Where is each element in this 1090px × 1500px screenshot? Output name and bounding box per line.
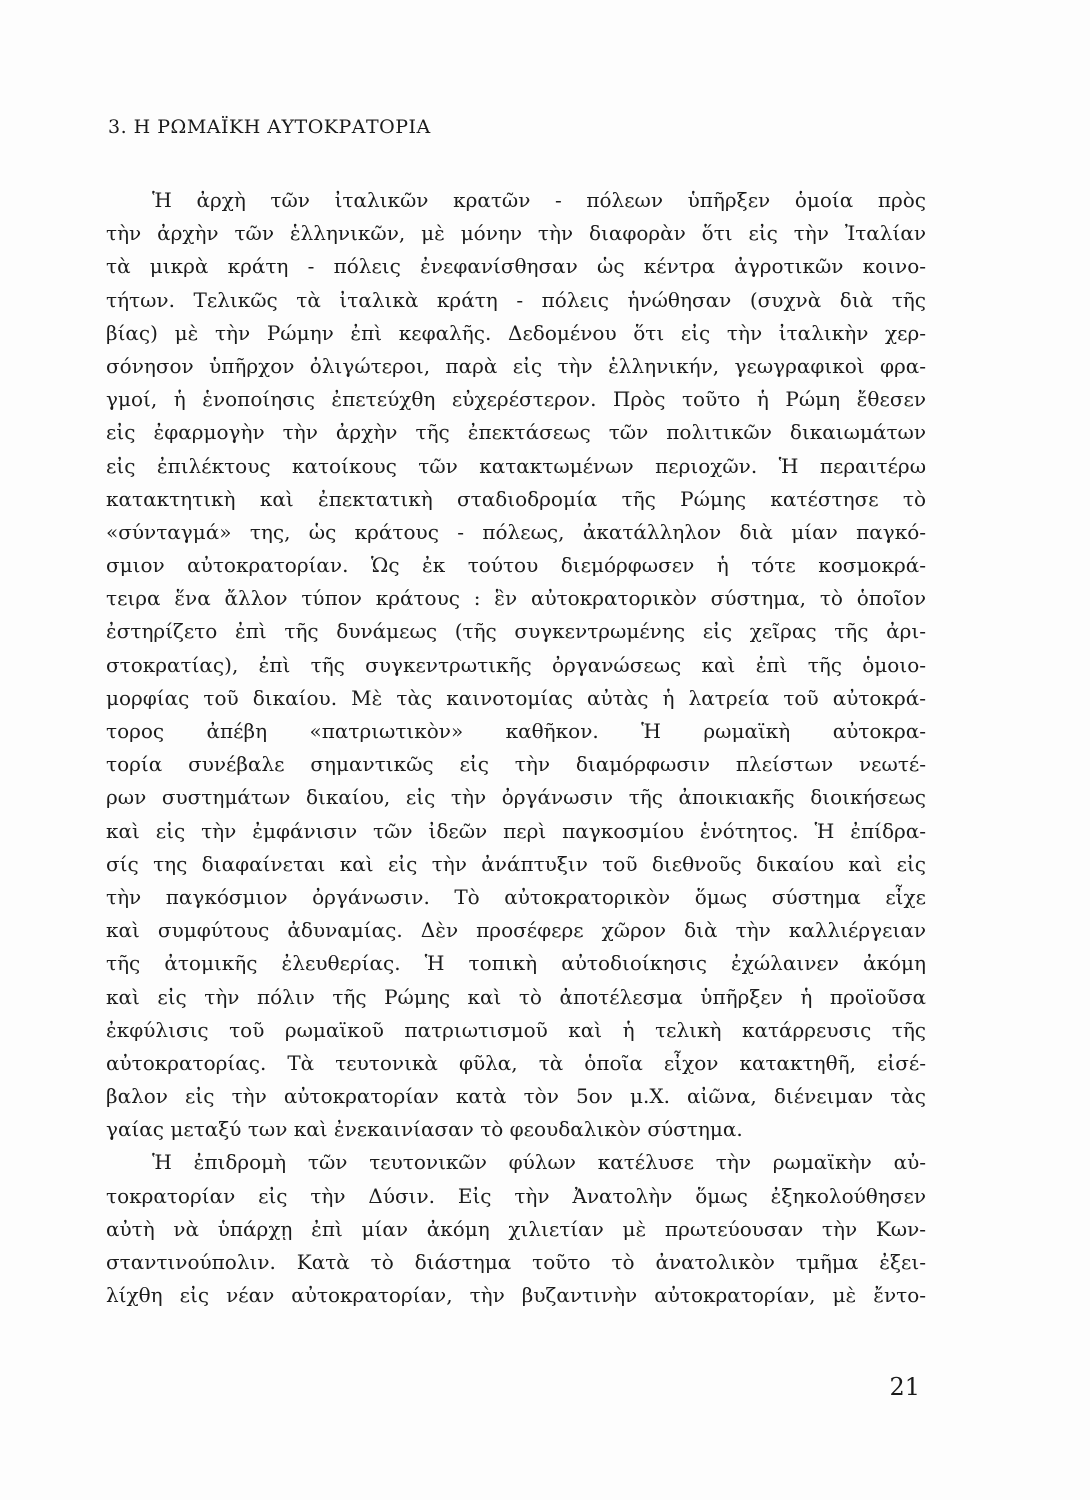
text-line: βαλον εἰς τὴν αὐτοκρατορίαν κατὰ τὸν 5ον μ.Χ. αἰῶνα, διένειμαν τὰς (106, 1084, 926, 1109)
text-line: «σύνταγμά» της, ὡς κράτους - πόλεως, ἀκατάλληλον διὰ μίαν παγκό- (106, 519, 926, 544)
text-line: αὐτὴ νὰ ὑπάρχῃ ἐπὶ μίαν ἀκόμη χιλιετίαν μὲ πρωτεύουσαν τὴν Κων- (106, 1216, 926, 1241)
text-line: μορφίας τοῦ δικαίου. Μὲ τὰς καινοτομίας αὐτὰς ἡ λατρεία τοῦ αὐτοκρά- (106, 685, 926, 710)
text-line: τειρα ἕνα ἄλλον τύπον κράτους : ἓν αὐτοκρατορικὸν σύστημα, τὸ ὁποῖον (106, 586, 926, 611)
text-line: Ἡ ἀρχὴ τῶν ἰταλικῶν κρατῶν - πόλεων ὑπῆρξεν ὁμοία πρὸς (152, 188, 926, 212)
body-text (106, 184, 926, 1312)
text-line: καὶ συμφύτους ἀδυναμίας. Δὲν προσέφερε χῶρον διὰ τὴν καλλιέργειαν (106, 918, 926, 943)
text-line: κατακτητικὴ καὶ ἐπεκτατικὴ σταδιοδρομία τῆς Ρώμης κατέστησε τὸ (106, 486, 926, 511)
text-line: σόνησον ὑπῆρχον ὀλιγώτεροι, παρὰ εἰς τὴν ἑλληνικήν, γεωγραφικοὶ φρα- (106, 353, 926, 378)
text-line: εἰς ἐφαρμογὴν τὴν ἀρχὴν τῆς ἐπεκτάσεως τῶν πολιτικῶν δικαιωμάτων (106, 420, 926, 445)
text-line: ἐκφύλισις τοῦ ρωμαϊκοῦ πατριωτισμοῦ καὶ ἡ τελικὴ κατάρρευσις τῆς (106, 1017, 926, 1042)
text-line: βίας) μὲ τὴν Ρώμην ἐπὶ κεφαλῆς. Δεδομένου ὅτι εἰς τὴν ἰταλικὴν χερ- (106, 320, 926, 345)
text-line: τὴν παγκόσμιον ὀργάνωσιν. Τὸ αὐτοκρατορικὸν ὅμως σύστημα εἶχε (106, 884, 926, 909)
text-line: καὶ εἰς τὴν ἐμφάνισιν τῶν ἰδεῶν περὶ παγκοσμίου ἑνότητος. Ἡ ἐπίδρα- (106, 818, 926, 843)
text-line: γαίας μεταξύ των καὶ ἐνεκαινίασαν τὸ φεουδαλικὸν σύστημα. (106, 1117, 743, 1142)
text-line: γμοί, ἡ ἑνοποίησις ἐπετεύχθη εὐχερέστερον. Πρὸς τοῦτο ἡ Ρώμη ἔθεσεν (106, 387, 926, 412)
text-line: στοκρατίας), ἐπὶ τῆς συγκεντρωτικῆς ὀργανώσεως καὶ ἐπὶ τῆς ὁμοιο- (106, 652, 926, 677)
text-line: τῆς ἀτομικῆς ἐλευθερίας. Ἡ τοπικὴ αὐτοδιοίκησις ἐχώλαινεν ἀκόμη (106, 951, 926, 976)
text-line: τὴν ἀρχὴν τῶν ἑλληνικῶν, μὲ μόνην τὴν διαφορὰν ὅτι εἰς τὴν Ἰταλίαν (106, 221, 926, 246)
section-heading: 3. Η ΡΩΜΑΪΚΗ ΑΥΤΟΚΡΑΤΟΡΙΑ (108, 116, 431, 138)
text-line: καὶ εἰς τὴν πόλιν τῆς Ρώμης καὶ τὸ ἀποτέλεσμα ὑπῆρξεν ἡ προϊοῦσα (106, 984, 926, 1009)
text-line: λίχθη εἰς νέαν αὐτοκρατορίαν, τὴν βυζαντινὴν αὐτοκρατορίαν, μὲ ἔντο- (106, 1283, 926, 1308)
text-line: τοκρατορίαν εἰς τὴν Δύσιν. Εἰς τὴν Ἀνατολὴν ὅμως ἐξηκολούθησεν (106, 1183, 926, 1208)
text-line: ρων συστημάτων δικαίου, εἰς τὴν ὀργάνωσιν τῆς ἀποικιακῆς διοικήσεως (106, 785, 926, 810)
text-line: Ἡ ἐπιδρομὴ τῶν τευτονικῶν φύλων κατέλυσε τὴν ρωμαϊκὴν αὐ- (152, 1150, 926, 1175)
text-line: εἰς ἐπιλέκτους κατοίκους τῶν κατακτωμένων περιοχῶν. Ἡ περαιτέρω (106, 453, 926, 478)
text-line: σίς της διαφαίνεται καὶ εἰς τὴν ἀνάπτυξιν τοῦ διεθνοῦς δικαίου καὶ εἰς (106, 851, 926, 876)
text-line: τορία συνέβαλε σημαντικῶς εἰς τὴν διαμόρφωσιν πλείστων νεωτέ- (106, 752, 926, 777)
text-line: τορος ἀπέβη «πατριωτικὸν» καθῆκον. Ἡ ρωμαϊκὴ αὐτοκρα- (106, 719, 926, 743)
text-line: σμιον αὐτοκρατορίαν. Ὡς ἐκ τούτου διεμόρφωσεν ἡ τότε κοσμοκρά- (106, 553, 926, 578)
text-line: αὐτοκρατορίας. Τὰ τευτονικὰ φῦλα, τὰ ὁποῖα εἶχον κατακτηθῆ, εἰσέ- (106, 1050, 926, 1075)
text-line: τὰ μικρὰ κράτη - πόλεις ἐνεφανίσθησαν ὡς κέντρα ἀγροτικῶν κοινο- (106, 254, 926, 279)
text-line: σταντινούπολιν. Κατὰ τὸ διάστημα τοῦτο τὸ ἀνατολικὸν τμῆμα ἐξει- (106, 1250, 926, 1274)
text-line: ἐστηρίζετο ἐπὶ τῆς δυνάμεως (τῆς συγκεντρωμένης εἰς χεῖρας τῆς ἀρι- (106, 619, 926, 644)
text-line: τήτων. Τελικῶς τὰ ἰταλικὰ κράτη - πόλεις ἡνώθησαν (συχνὰ διὰ τῆς (106, 287, 926, 312)
page-number: 21 (889, 1373, 920, 1401)
